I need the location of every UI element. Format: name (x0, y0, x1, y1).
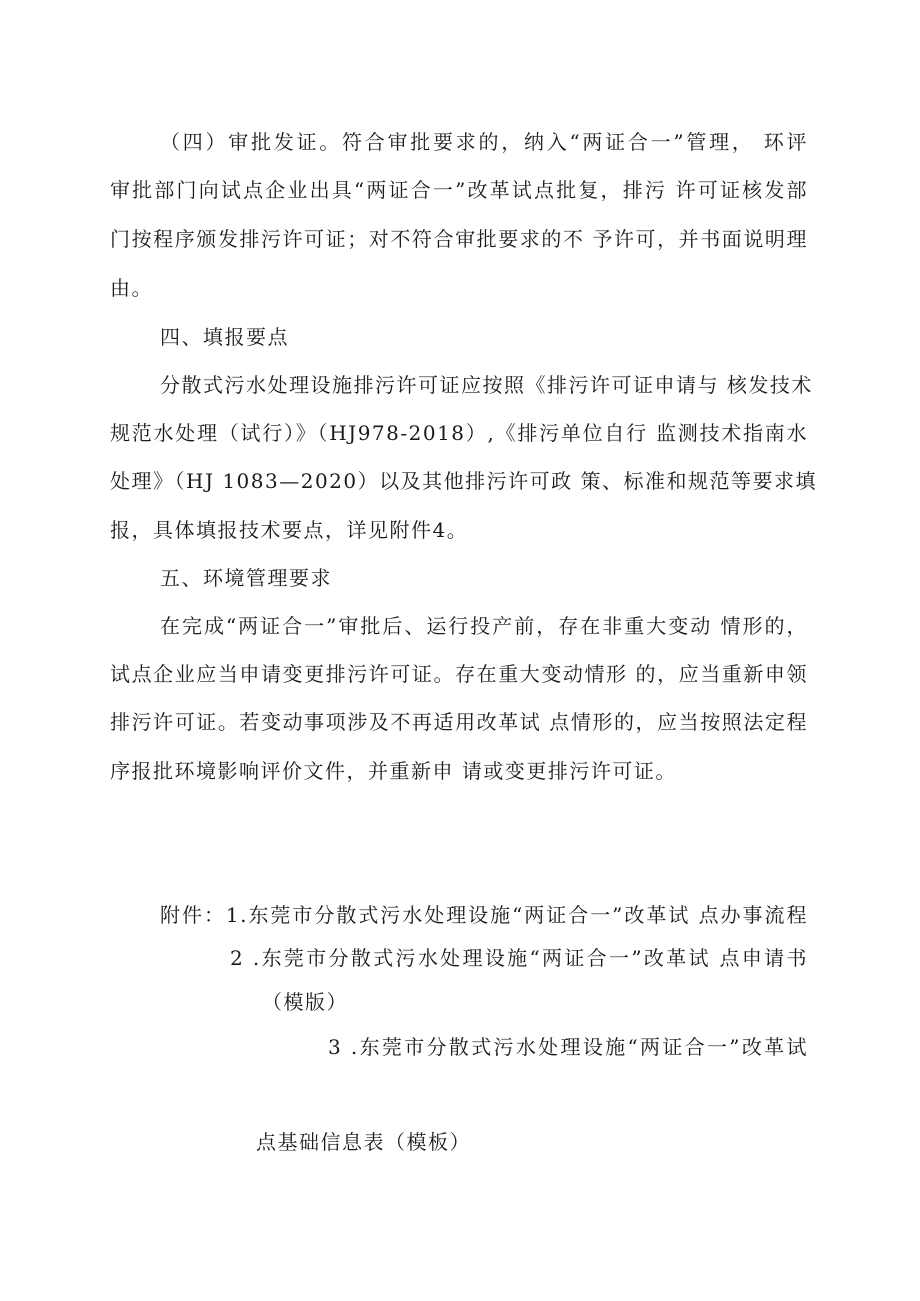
section-five-heading: 五、环境管理要求 (160, 566, 332, 590)
section-five-line-1: 在完成“两证合一”审批后、运行投产前，存在非重大变动 情形的， (160, 614, 808, 638)
section-five-line-4: 序报批环境影响评价文件，并重新申 请或变更排污许可证。 (110, 759, 677, 783)
attachment-item-2-continuation: （模版） (262, 990, 348, 1014)
attachment-item-2: 2 .东莞市分散式污水处理设施“两证合一”改革试 点申请书 (230, 946, 808, 970)
attachment-item-3-continuation: 点基础信息表（模板） (256, 1130, 471, 1154)
section-four-line-2: 规范水处理（试行）》（HJ978-2018）,《排污单位自行 监测技术指南水 (110, 421, 808, 445)
approval-paragraph-line-3: 门按程序颁发排污许可证；对不符合审批要求的不 予许可，并书面说明理 (110, 227, 808, 251)
section-four-line-1: 分散式污水处理设施排污许可证应按照《排污许可证申请与 核发技术 (160, 373, 813, 397)
section-four-heading: 四、填报要点 (160, 325, 289, 349)
section-five-line-3: 排污许可证。若变动事项涉及不再适用改革试 点情形的，应当按照法定程 (110, 710, 808, 734)
attachment-item-1: 附件：1.东莞市分散式污水处理设施“两证合一”改革试 点办事流程 (160, 903, 808, 927)
approval-paragraph-line-1: （四）审批发证。符合审批要求的，纳入“两证合一”管理， 环评 (160, 130, 808, 154)
section-four-line-3: 处理》（HJ 1083—2020）以及其他排污许可政 策、标准和规范等要求填 (110, 469, 817, 493)
attachment-item-3: 3 .东莞市分散式污水处理设施“两证合一”改革试 (328, 1035, 808, 1059)
section-four-line-4: 报，具体填报技术要点，详见附件4。 (110, 518, 469, 542)
approval-paragraph-line-4: 由。 (110, 276, 153, 300)
approval-paragraph-line-2: 审批部门向试点企业出具“两证合一”改革试点批复，排污 许可证核发部 (110, 178, 808, 202)
section-five-line-2: 试点企业应当申请变更排污许可证。存在重大变动情形 的，应当重新申领 (110, 662, 808, 686)
